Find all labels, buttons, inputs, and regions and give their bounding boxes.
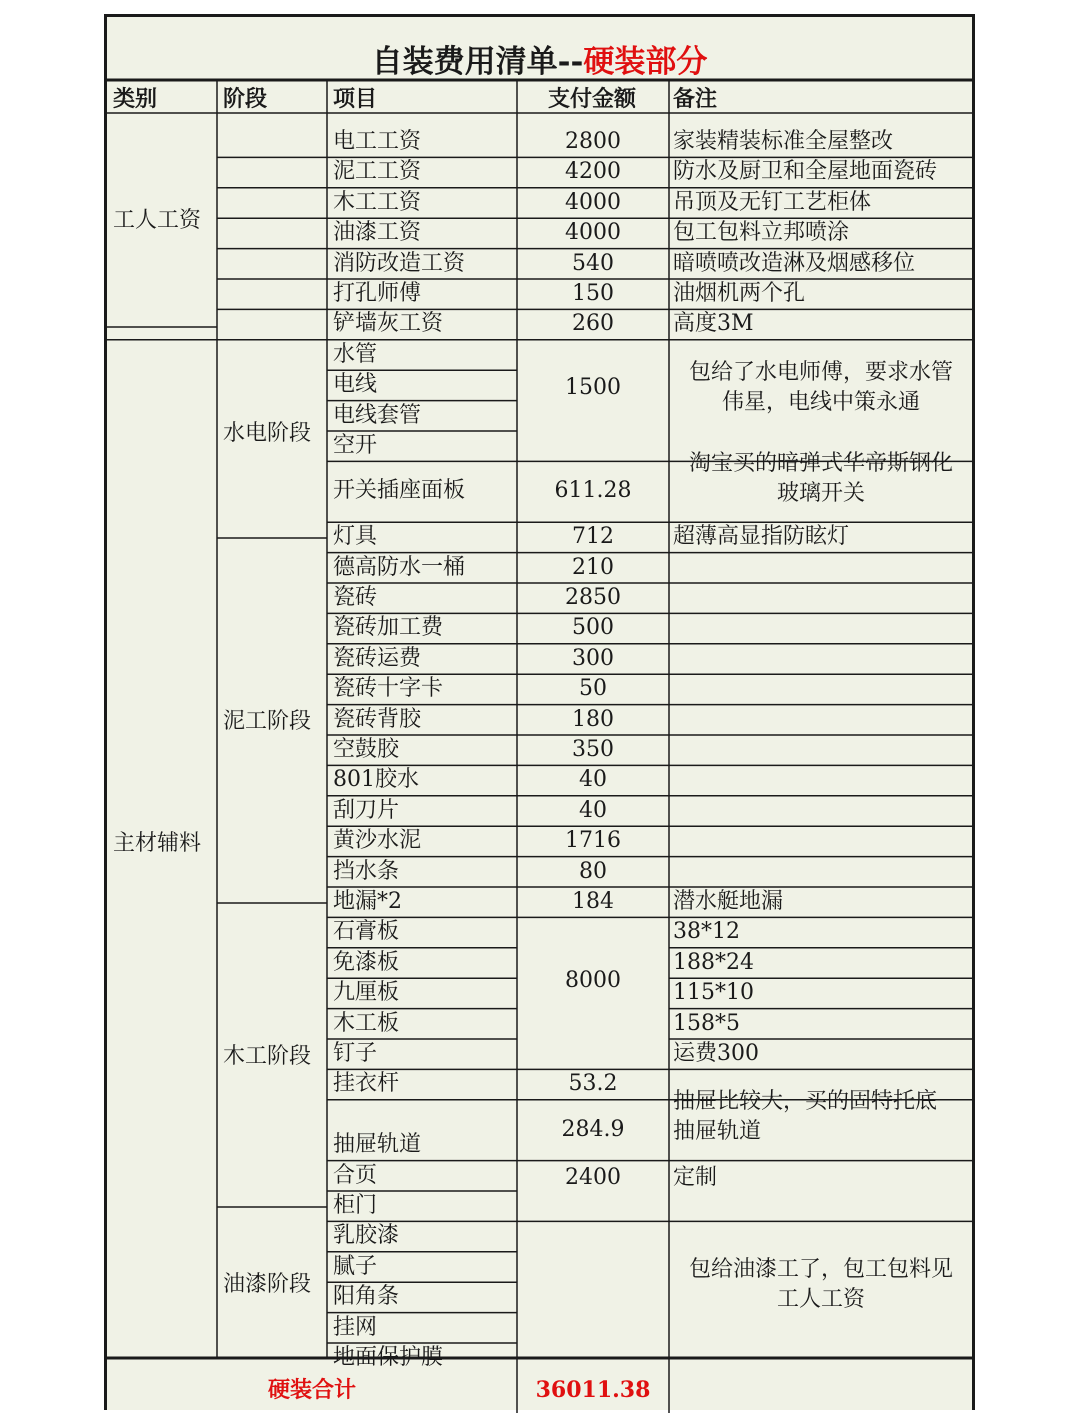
row-amount: 53.2 (568, 1071, 618, 1097)
stage-plumbing-electric: 水电阶段 (223, 421, 312, 446)
plumbing-note-line1: 包给了水电师傅，要求水管 (688, 360, 953, 385)
row-item: 木工工资 (333, 189, 422, 215)
row-amount: 2800 (565, 129, 621, 154)
row-amount: 284.9 (561, 1116, 625, 1142)
row-item: 瓷砖背胶 (333, 706, 422, 732)
row-note: 38*12 (673, 919, 740, 945)
row-item: 刮刀片 (333, 797, 400, 823)
row-amount: 184 (572, 889, 614, 914)
row-item: 打孔师傅 (333, 281, 422, 306)
stage-paint: 油漆阶段 (223, 1272, 312, 1297)
row-item: 瓷砖加工费 (333, 615, 444, 641)
row-item: 地漏*2 (333, 889, 402, 914)
row-item: 开关插座面板 (333, 478, 466, 504)
row-item: 抽屉轨道 (333, 1131, 422, 1157)
row-item: 空鼓胶 (333, 737, 400, 762)
row-amount: 2850 (565, 585, 621, 610)
carpentry-amount: 8000 (565, 968, 621, 993)
paint-note-line2: 工人工资 (776, 1287, 865, 1312)
row-note: 暗喷喷改造淋及烟感移位 (673, 250, 916, 276)
paint-note-line1: 包给油漆工了，包工包料见 (688, 1257, 953, 1282)
row-amount: 712 (572, 524, 614, 550)
row-item: 电线套管 (333, 402, 422, 428)
header-stage: 阶段 (223, 86, 268, 112)
row-note: 158*5 (673, 1010, 740, 1036)
row-item: 德高防水一桶 (333, 554, 466, 580)
row-amount: 180 (572, 706, 614, 732)
spreadsheet (104, 14, 975, 1410)
drawer-note-line2: 抽屉轨道 (673, 1119, 762, 1144)
row-item: 瓷砖十字卡 (333, 676, 444, 702)
total-value: 36011.38 (535, 1377, 651, 1403)
row-item: 木工板 (333, 1010, 400, 1036)
row-amount: 50 (579, 676, 607, 702)
row-item: 乳胶漆 (333, 1223, 400, 1249)
row-item: 水管 (333, 341, 378, 367)
header-note: 备注 (673, 86, 718, 112)
row-amount: 300 (572, 645, 614, 671)
row-note: 188*24 (673, 949, 754, 975)
row-amount: 540 (572, 250, 614, 276)
row-amount: 150 (572, 281, 614, 306)
total-label: 硬装合计 (267, 1377, 356, 1403)
row-item: 免漆板 (333, 949, 400, 975)
stage-tile: 泥工阶段 (223, 709, 312, 734)
header-amount: 支付金额 (547, 86, 636, 112)
row-note: 115*10 (673, 980, 754, 1006)
row-item: 电工工资 (333, 129, 422, 154)
row-amount: 4000 (565, 220, 621, 246)
row-amount: 350 (572, 737, 614, 762)
row-amount: 40 (579, 767, 607, 793)
row-item: 阳角条 (333, 1284, 400, 1310)
row-item: 石膏板 (333, 919, 400, 945)
row-note: 潜水艇地漏 (673, 889, 784, 914)
row-note: 吊顶及无钉工艺柜体 (673, 189, 872, 215)
row-item: 挂衣杆 (333, 1071, 400, 1097)
row-item: 地面保护膜 (333, 1345, 444, 1370)
plumbing-amount: 1500 (565, 375, 621, 400)
row-item: 黄沙水泥 (333, 828, 422, 854)
row-item: 挂网 (333, 1314, 378, 1340)
row-amount: 4200 (565, 159, 621, 185)
row-note: 家装精装标准全屋整改 (673, 129, 894, 154)
row-item: 钉子 (333, 1041, 378, 1066)
row-item: 空开 (333, 433, 378, 458)
row-item: 801胶水 (333, 767, 419, 793)
row-amount: 80 (579, 858, 607, 884)
category-materials: 主材辅料 (113, 831, 202, 856)
row-amount: 40 (579, 797, 607, 823)
switch-note-line2: 玻璃开关 (776, 481, 865, 506)
row-item: 九厘板 (333, 980, 400, 1006)
plumbing-note-line2: 伟星，电线中策永通 (721, 390, 920, 415)
row-amount: 260 (572, 311, 614, 337)
row-item: 腻子 (333, 1253, 378, 1279)
title-accent: 硬装部分 (583, 44, 708, 80)
row-item: 瓷砖 (333, 585, 378, 610)
switch-note-line1: 淘宝买的暗弹式华帝斯钢化 (688, 451, 953, 476)
row-amount: 210 (572, 554, 614, 580)
stage-carpentry: 木工阶段 (223, 1044, 312, 1069)
row-item: 电线 (333, 372, 378, 398)
row-item: 消防改造工资 (333, 250, 466, 276)
header-category: 类别 (113, 86, 158, 112)
row-item: 挡水条 (333, 858, 400, 884)
row-note: 防水及厨卫和全屋地面瓷砖 (673, 159, 938, 185)
row-amount: 1716 (565, 828, 621, 854)
row-amount: 611.28 (554, 478, 632, 504)
row-note: 包工包料立邦喷涂 (673, 220, 850, 246)
row-note: 高度3M (673, 311, 754, 337)
row-item: 油漆工资 (333, 220, 422, 246)
row-amount: 500 (572, 615, 614, 641)
row-amount: 4000 (565, 189, 621, 215)
row-item: 合页 (333, 1162, 378, 1188)
row-note: 油烟机两个孔 (673, 281, 806, 306)
hinge-amount: 2400 (565, 1165, 621, 1190)
row-item: 灯具 (333, 524, 378, 550)
drawer-note-line1: 抽屉比较大，买的固特托底 (673, 1089, 938, 1114)
row-item: 瓷砖运费 (333, 645, 422, 671)
row-item: 铲墙灰工资 (333, 311, 444, 337)
row-note: 运费300 (673, 1041, 759, 1066)
category-labor: 工人工资 (113, 208, 202, 233)
header-item: 项目 (333, 86, 378, 112)
hinge-note: 定制 (673, 1165, 718, 1190)
row-note: 超薄高显指防眩灯 (673, 524, 850, 550)
title-main: 自装费用清单-- (371, 44, 584, 80)
row-item: 泥工工资 (333, 159, 422, 185)
row-item: 柜门 (333, 1193, 378, 1218)
